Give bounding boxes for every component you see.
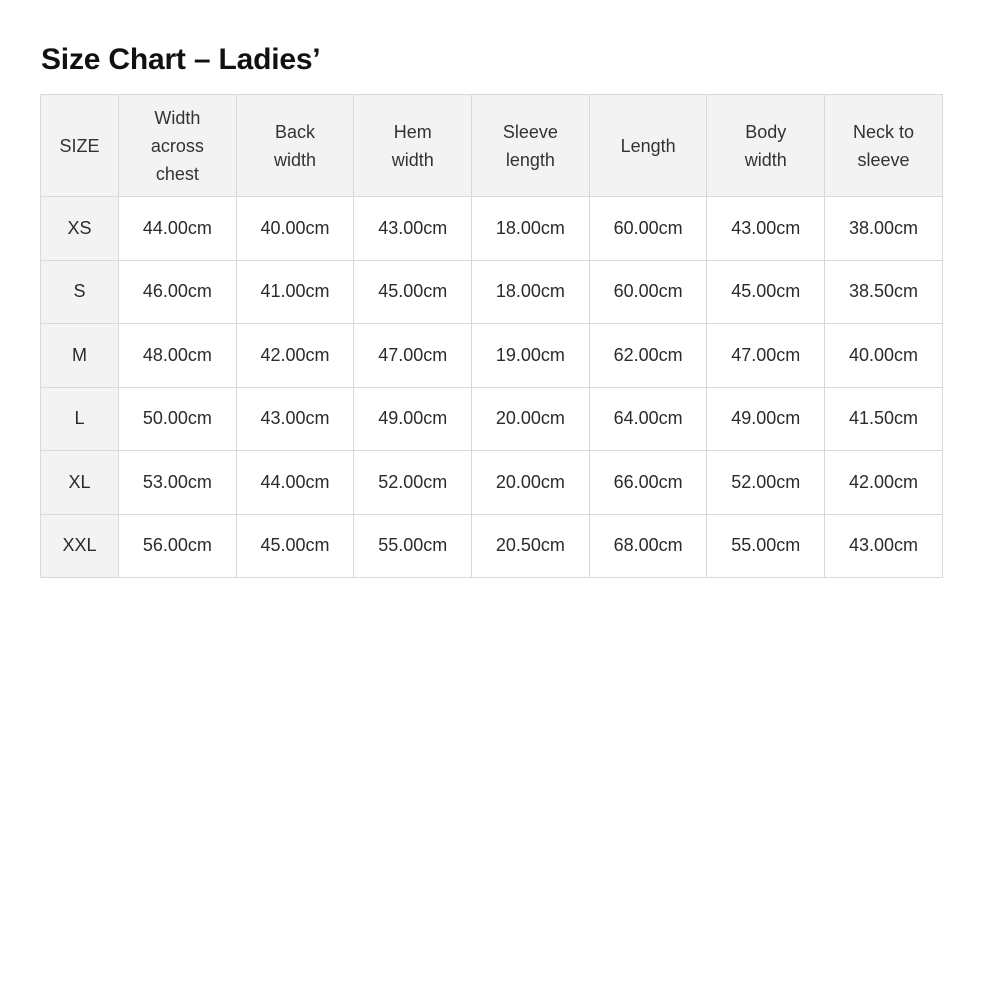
value-cell: 68.00cm bbox=[589, 514, 707, 578]
header-row bbox=[41, 95, 943, 197]
value-cell: 53.00cm bbox=[119, 451, 237, 515]
page-title: Size Chart – Ladies’ bbox=[41, 43, 321, 76]
value-cell: 47.00cm bbox=[354, 324, 472, 388]
header-width-across-chest bbox=[119, 95, 237, 197]
value-cell: 49.00cm bbox=[354, 387, 472, 451]
value-cell: 45.00cm bbox=[707, 260, 825, 324]
value-cell: 66.00cm bbox=[589, 451, 707, 515]
header-label: Body width bbox=[744, 121, 787, 170]
value-cell: 41.50cm bbox=[825, 387, 943, 451]
value-cell: 43.00cm bbox=[825, 514, 943, 578]
size-cell: M bbox=[41, 324, 119, 388]
table-row bbox=[41, 260, 943, 324]
table-row bbox=[41, 451, 943, 515]
header-hem-width bbox=[354, 95, 472, 197]
value-cell: 40.00cm bbox=[825, 324, 943, 388]
value-cell: 47.00cm bbox=[707, 324, 825, 388]
value-cell: 46.00cm bbox=[119, 260, 237, 324]
header-back-width bbox=[236, 95, 354, 197]
value-cell: 60.00cm bbox=[589, 260, 707, 324]
value-cell: 18.00cm bbox=[472, 197, 590, 261]
header-label: Hem width bbox=[391, 121, 434, 170]
value-cell: 41.00cm bbox=[236, 260, 354, 324]
value-cell: 40.00cm bbox=[236, 197, 354, 261]
value-cell: 60.00cm bbox=[589, 197, 707, 261]
header-label: Back width bbox=[274, 121, 317, 170]
header-label: Sleeve length bbox=[502, 121, 558, 170]
value-cell: 42.00cm bbox=[236, 324, 354, 388]
value-cell: 19.00cm bbox=[472, 324, 590, 388]
value-cell: 38.00cm bbox=[825, 197, 943, 261]
value-cell: 44.00cm bbox=[236, 451, 354, 515]
size-cell: XL bbox=[41, 451, 119, 515]
size-cell: XS bbox=[41, 197, 119, 261]
value-cell: 20.50cm bbox=[472, 514, 590, 578]
header-label: SIZE bbox=[59, 135, 100, 156]
value-cell: 55.00cm bbox=[354, 514, 472, 578]
header-sleeve-length bbox=[472, 95, 590, 197]
value-cell: 43.00cm bbox=[707, 197, 825, 261]
header-size bbox=[41, 95, 119, 197]
value-cell: 62.00cm bbox=[589, 324, 707, 388]
size-chart-table bbox=[40, 94, 943, 578]
header-label: Width across chest bbox=[150, 107, 204, 184]
table-row bbox=[41, 387, 943, 451]
value-cell: 56.00cm bbox=[119, 514, 237, 578]
value-cell: 18.00cm bbox=[472, 260, 590, 324]
value-cell: 45.00cm bbox=[236, 514, 354, 578]
value-cell: 38.50cm bbox=[825, 260, 943, 324]
table-row bbox=[41, 324, 943, 388]
value-cell: 52.00cm bbox=[354, 451, 472, 515]
header-body-width bbox=[707, 95, 825, 197]
value-cell: 20.00cm bbox=[472, 451, 590, 515]
size-cell: S bbox=[41, 260, 119, 324]
value-cell: 45.00cm bbox=[354, 260, 472, 324]
header-length bbox=[589, 95, 707, 197]
header-label: Length bbox=[620, 135, 676, 156]
table-row bbox=[41, 197, 943, 261]
value-cell: 44.00cm bbox=[119, 197, 237, 261]
size-cell: L bbox=[41, 387, 119, 451]
value-cell: 48.00cm bbox=[119, 324, 237, 388]
value-cell: 52.00cm bbox=[707, 451, 825, 515]
value-cell: 42.00cm bbox=[825, 451, 943, 515]
value-cell: 20.00cm bbox=[472, 387, 590, 451]
header-label: Neck to sleeve bbox=[852, 121, 914, 170]
table-row bbox=[41, 514, 943, 578]
value-cell: 49.00cm bbox=[707, 387, 825, 451]
size-cell: XXL bbox=[41, 514, 119, 578]
value-cell: 55.00cm bbox=[707, 514, 825, 578]
value-cell: 64.00cm bbox=[589, 387, 707, 451]
value-cell: 43.00cm bbox=[354, 197, 472, 261]
value-cell: 50.00cm bbox=[119, 387, 237, 451]
header-neck-to-sleeve bbox=[825, 95, 943, 197]
value-cell: 43.00cm bbox=[236, 387, 354, 451]
